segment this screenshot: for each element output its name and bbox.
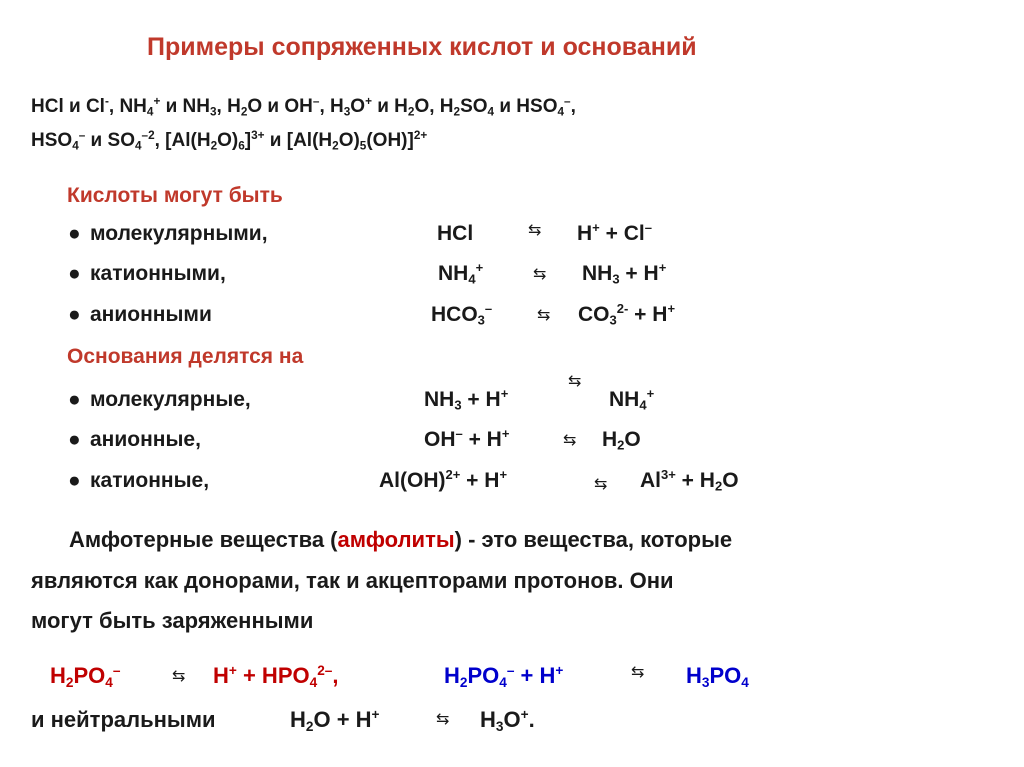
formula-superscript: 2+ <box>413 128 428 142</box>
formula-subscript: 2 <box>305 718 314 734</box>
formula-superscript: – <box>112 662 121 678</box>
neutral-label: и нейтральными <box>31 707 216 732</box>
formula-superscript: – <box>484 301 493 317</box>
amphoteric-line-1 <box>69 527 732 553</box>
formula-subscript: 2 <box>210 139 218 153</box>
formula-superscript: + <box>153 94 161 108</box>
acid-reactant: HCl <box>437 222 474 245</box>
formula-subscript: 2 <box>617 437 625 453</box>
base-type-label: катионные, <box>90 469 210 492</box>
acid-products: $NH_3 + H^+$ <box>582 260 667 287</box>
base-reactants: OH– + H+ <box>424 426 510 451</box>
formula-subscript: 6 <box>238 139 245 153</box>
formula-subscript: 3 <box>609 312 617 328</box>
formula-subscript: 5 <box>359 139 367 153</box>
base-product: $Al^{3+} + H_2O$ <box>640 467 739 494</box>
base-type-anionic <box>68 428 201 452</box>
formula-subscript: 4 <box>146 105 154 119</box>
formula-subscript: 4 <box>309 674 318 690</box>
formula-subscript: 2 <box>407 105 415 119</box>
base-type-label: молекулярные, <box>90 388 251 411</box>
base-product: $H_2O$ <box>602 428 641 453</box>
example-red-reactant: $H_2PO_4^-$ <box>50 662 121 690</box>
formula-subscript: 4 <box>741 674 749 690</box>
formula-subscript: 3 <box>343 105 351 119</box>
slide-title: Примеры сопряженных кислот и оснований <box>147 33 697 61</box>
base-reactants: Al(OH)$^{2+}$ + H+ <box>379 467 508 492</box>
equilibrium-arrow-icon: ⇆ <box>528 222 542 239</box>
neutral-reactants: $H_2O + H^+$ <box>290 706 380 734</box>
example-red-products: $H^+ + HPO_4^{2-}$, <box>213 662 339 690</box>
formula-superscript: + <box>365 94 372 108</box>
base-type-molecular <box>68 388 251 412</box>
formula-superscript: + <box>228 662 237 678</box>
formula-subscript: 2 <box>459 674 468 690</box>
formula-subscript: 4 <box>105 674 113 690</box>
formula-subscript: 2 <box>65 674 74 690</box>
formula-subscript: 4 <box>72 139 79 153</box>
equilibrium-arrow-icon: ⇆ <box>568 373 582 390</box>
formula-superscript: + <box>646 386 655 402</box>
formula-subscript: 4 <box>487 105 495 119</box>
formula-superscript: + <box>520 706 529 722</box>
formula-superscript: –2 <box>141 128 155 142</box>
formula-superscript: + <box>475 260 484 276</box>
formula-superscript: 2– <box>317 662 333 678</box>
example-blue-product: $H_3PO_4$ <box>686 663 749 690</box>
formula-superscript: – <box>506 662 515 678</box>
bullet-icon: ● <box>68 428 81 451</box>
equilibrium-arrow-icon: ⇆ <box>563 432 577 449</box>
bullet-icon: ● <box>68 262 81 285</box>
formula-superscript: – <box>78 128 86 142</box>
bullet-icon: ● <box>68 469 81 492</box>
neutral-product: $H_3O^+$. <box>480 706 535 734</box>
bullet-icon: ● <box>68 388 81 411</box>
formula-subscript: 4 <box>499 674 507 690</box>
formula-superscript: + <box>555 662 564 678</box>
pairs-line-2: $HSO_4^-$ и $SO_4^{-2}$, $[Al(H_2O)_6]^{3+}$ и $[Al(H_2O)_5(OH)]^{2+}$ <box>31 128 428 153</box>
formula-subscript: 4 <box>639 397 647 413</box>
base-reactants: $NH_3 + H^+$ <box>424 386 509 413</box>
formula-superscript: – <box>312 94 320 108</box>
formula-superscript: - <box>104 94 109 108</box>
bullet-icon: ● <box>68 303 81 326</box>
acid-reactant: $HCO_3^-$ <box>431 301 493 328</box>
acids-heading: Кислоты могут быть <box>67 184 283 207</box>
formula-superscript: 2+ <box>445 467 461 483</box>
formula-superscript: + <box>658 260 667 276</box>
base-product: $NH_4^+$ <box>609 386 655 413</box>
equilibrium-arrow-icon: ⇆ <box>436 711 450 728</box>
formula-subscript: 4 <box>468 271 476 287</box>
formula-subscript: 3 <box>477 312 485 328</box>
formula-subscript: 3 <box>612 271 620 287</box>
amphoteric-line-3: могут быть заряженными <box>31 608 314 633</box>
base-type-cationic <box>68 469 209 493</box>
formula-subscript: 3 <box>210 105 217 119</box>
amphoteric-term: амфолиты <box>337 527 455 552</box>
formula-superscript: + <box>500 386 509 402</box>
acid-products: H+ + Cl– <box>577 220 652 245</box>
formula-subscript: 3 <box>701 674 710 690</box>
bases-heading: Основания делятся на <box>67 345 304 368</box>
acid-type-molecular <box>68 222 268 246</box>
formula-superscript: + <box>499 467 508 483</box>
amphoteric-text: ) - это вещества, которые <box>454 527 733 552</box>
acid-type-label: катионными, <box>90 262 226 285</box>
acid-type-anionic <box>68 303 212 327</box>
base-type-label: анионные, <box>90 428 201 451</box>
formula-subscript: 2 <box>240 105 248 119</box>
formula-subscript: 3 <box>454 397 462 413</box>
formula-superscript: – <box>644 220 652 236</box>
formula-superscript: + <box>592 220 600 236</box>
equilibrium-arrow-icon: ⇆ <box>537 307 551 324</box>
formula-superscript: + <box>667 301 676 317</box>
equilibrium-arrow-icon: ⇆ <box>631 664 645 681</box>
formula-superscript: – <box>455 426 463 442</box>
formula-subscript: 2 <box>714 478 723 494</box>
formula-superscript: 3+ <box>251 128 265 142</box>
equilibrium-arrow-icon: ⇆ <box>533 266 547 283</box>
formula-subscript: 2 <box>332 139 339 153</box>
example-blue-reactants: $H_2PO_4^- + H^+$ <box>444 662 564 690</box>
acid-products: $CO_3^{2-} + H^+$ <box>578 301 676 328</box>
bullet-icon: ● <box>68 222 81 245</box>
formula-subscript: 4 <box>557 105 565 119</box>
acid-type-cationic <box>68 262 226 286</box>
formula-subscript: 2 <box>453 105 461 119</box>
formula-superscript: – <box>564 94 571 108</box>
amphoteric-text: Амфотерные вещества ( <box>69 527 338 552</box>
acid-type-label: анионными <box>90 303 212 326</box>
formula-superscript: + <box>501 426 510 442</box>
formula-superscript: 2- <box>616 301 629 317</box>
formula-superscript: + <box>371 706 380 722</box>
equilibrium-arrow-icon: ⇆ <box>172 668 186 685</box>
amphoteric-line-2: являются как донорами, так и акцепторами протонов. Они <box>31 568 674 593</box>
formula-subscript: 3 <box>495 718 504 734</box>
formula-superscript: 3+ <box>661 467 676 483</box>
equilibrium-arrow-icon: ⇆ <box>594 476 608 493</box>
acid-reactant: $NH_4^+$ <box>438 260 484 287</box>
acid-type-label: молекулярными, <box>90 222 268 245</box>
pairs-line-1: HCl и Cl-, $NH_4^+$ и $NH_3$, $H_2O$ и OH–, $H_3O^+$ и $H_2O$, $H_2SO_4$ и $HSO_4^-$, <box>31 94 576 119</box>
formula-subscript: 4 <box>134 139 142 153</box>
